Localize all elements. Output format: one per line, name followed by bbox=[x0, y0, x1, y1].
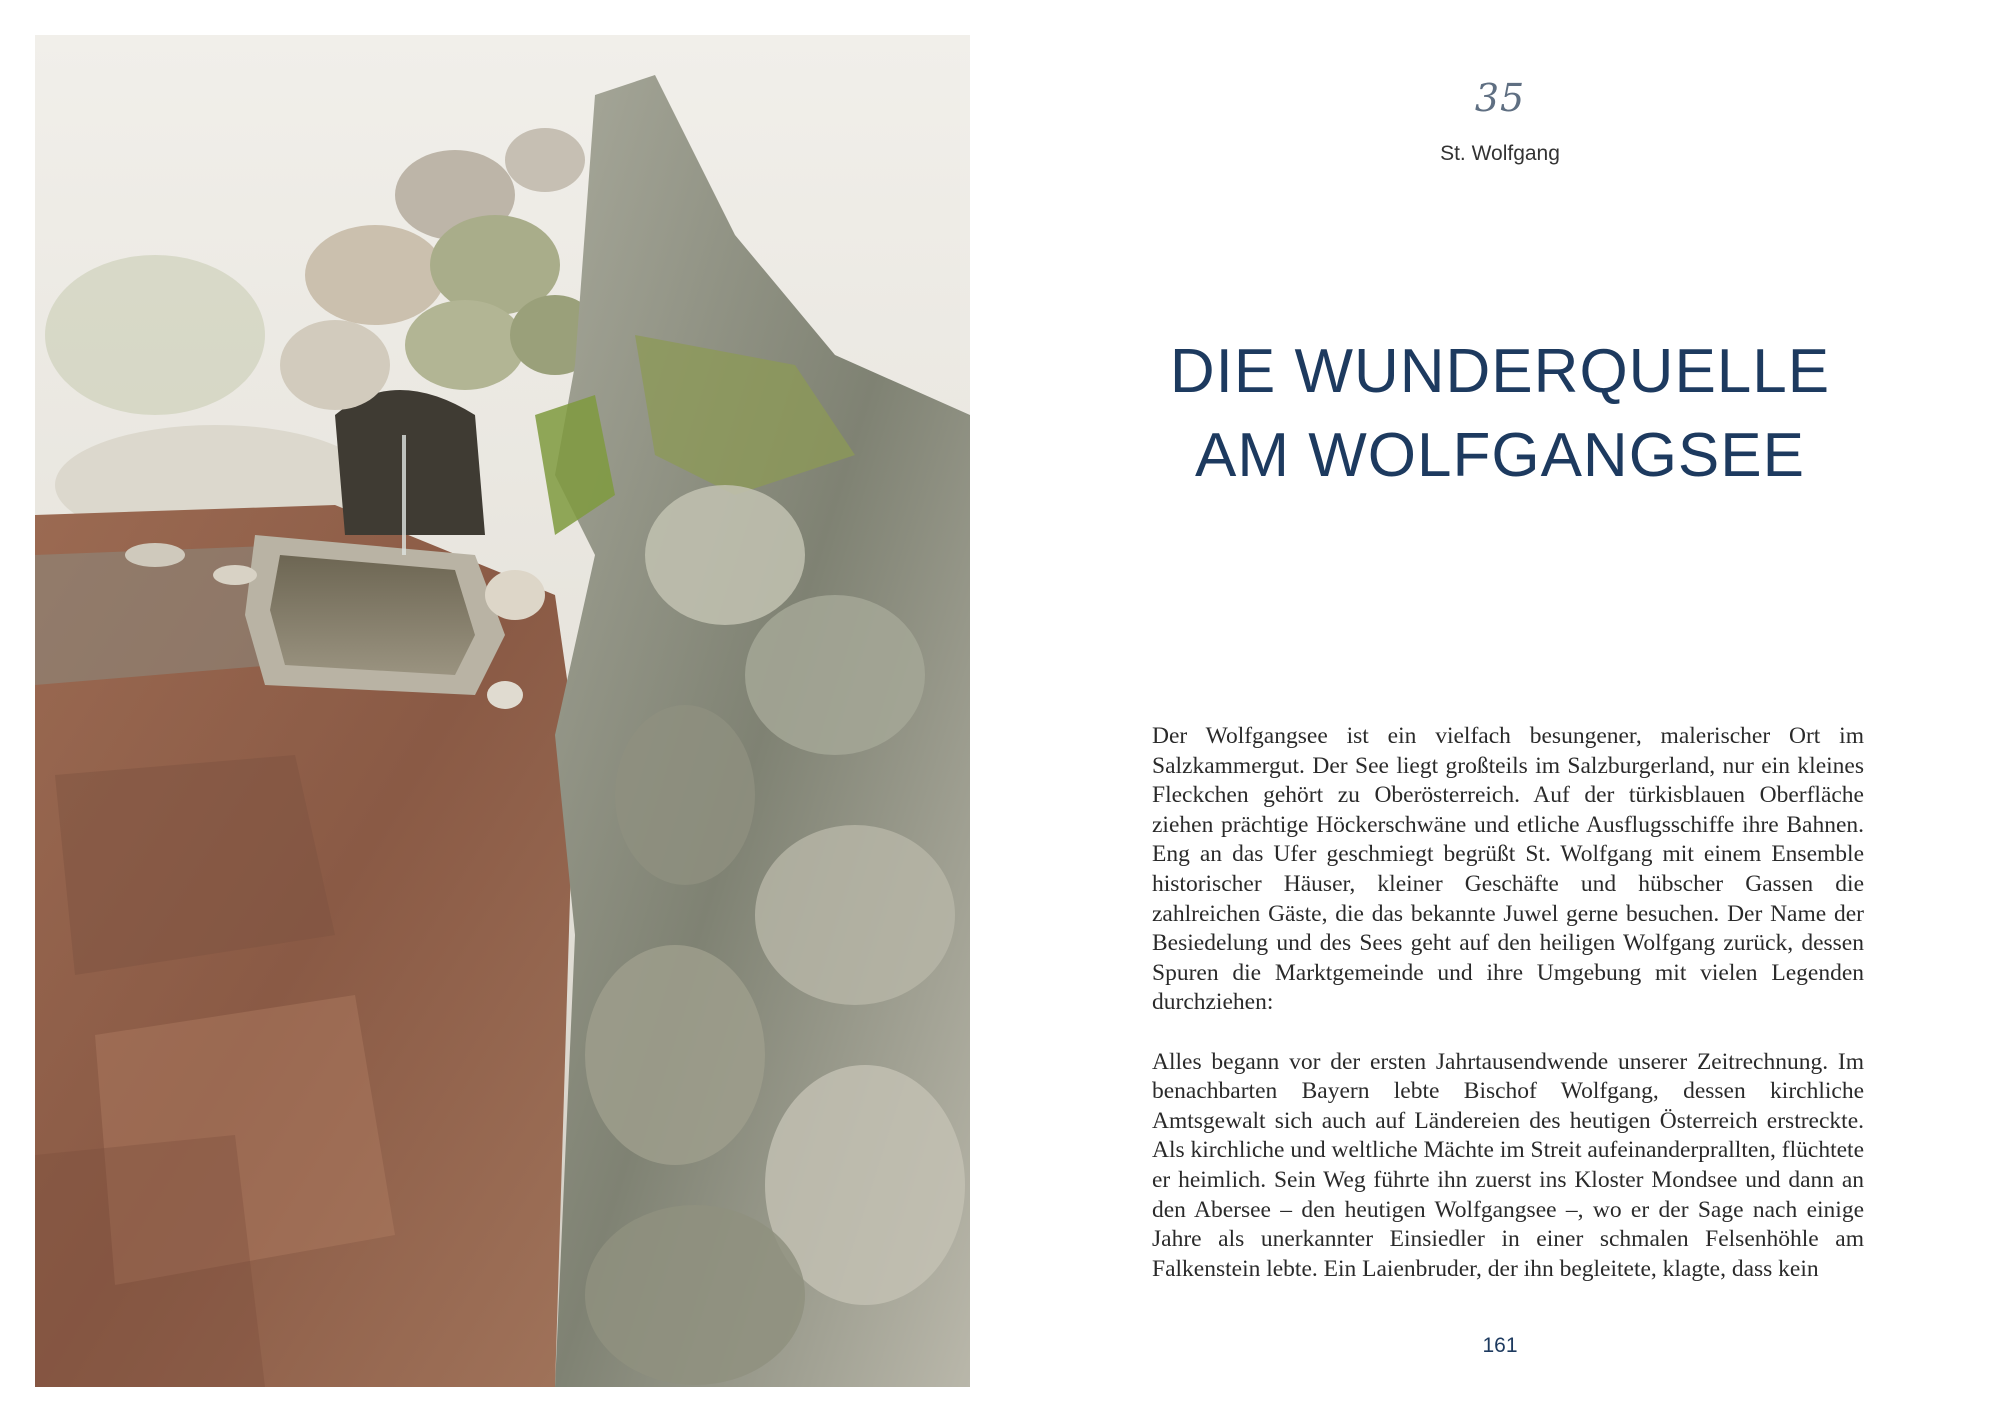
photo-illustration bbox=[35, 35, 970, 1387]
text-page bbox=[1000, 0, 2000, 1412]
chapter-number: 35 bbox=[1474, 76, 1526, 120]
chapter-title-line-1: DIE WUNDERQUELLE bbox=[1169, 337, 1831, 406]
chapter-title bbox=[1000, 330, 2000, 498]
body-paragraph-2: Alles begann vor der ersten Jahrtausendwende unserer Zeitrechnung. Im benachbarten Bayern lebte Bischof Wolfgang, dessen kirchliche Amtsgewalt sich auch auf Ländereien des heutigen Österreich erstreckte. Als kirchliche und weltliche Mächte im Streit aufeinanderprallten, flüchtete er heimlich. Sein Weg führte ihn zuerst ins Kloster Mondsee und dann an den Abersee – den heutigen Wolfgangsee –, wo er der Sage nach einige Jahre als unerkannter Einsiedler in einer schmalen Felsenhöhle am Falkenstein lebte. Ein Laienbruder, der ihn begleitete, klagte, dass kein bbox=[1152, 1048, 1864, 1282]
body-paragraph-1: Der Wolfgangsee ist ein vielfach besungener, malerischer Ort im Salzkammergut. Der See liegt großteils im Salzburgerland, nur ein kleines Fleckchen gehört zu Oberösterreich. Auf der türkisblauen Oberfläche ziehen prächtige Höckerschwäne und etliche Ausflugsschiffe ihre Bahnen. Eng an das Ufer geschmiegt begrüßt St. Wolfgang mit einem Ensemble historischer Häuser, kleiner Geschäfte und hübscher Gassen die zahlreichen Gäste, die das bekannte Juwel gerne besuchen. Der Name der Besiedelung und des Sees geht auf den heiligen Wolfgang zurück, dessen Spuren die Marktgemeinde und ihre Umgebung mit vielen Legenden durchziehen: bbox=[1152, 723, 1864, 1016]
spring-grotto-photo bbox=[35, 35, 970, 1387]
page-number: 161 bbox=[1482, 1334, 1518, 1357]
chapter-title-line-2: AM WOLFGANGSEE bbox=[1195, 421, 1805, 490]
body-text bbox=[1152, 722, 1864, 1314]
chapter-location: St. Wolfgang bbox=[1440, 142, 1560, 165]
